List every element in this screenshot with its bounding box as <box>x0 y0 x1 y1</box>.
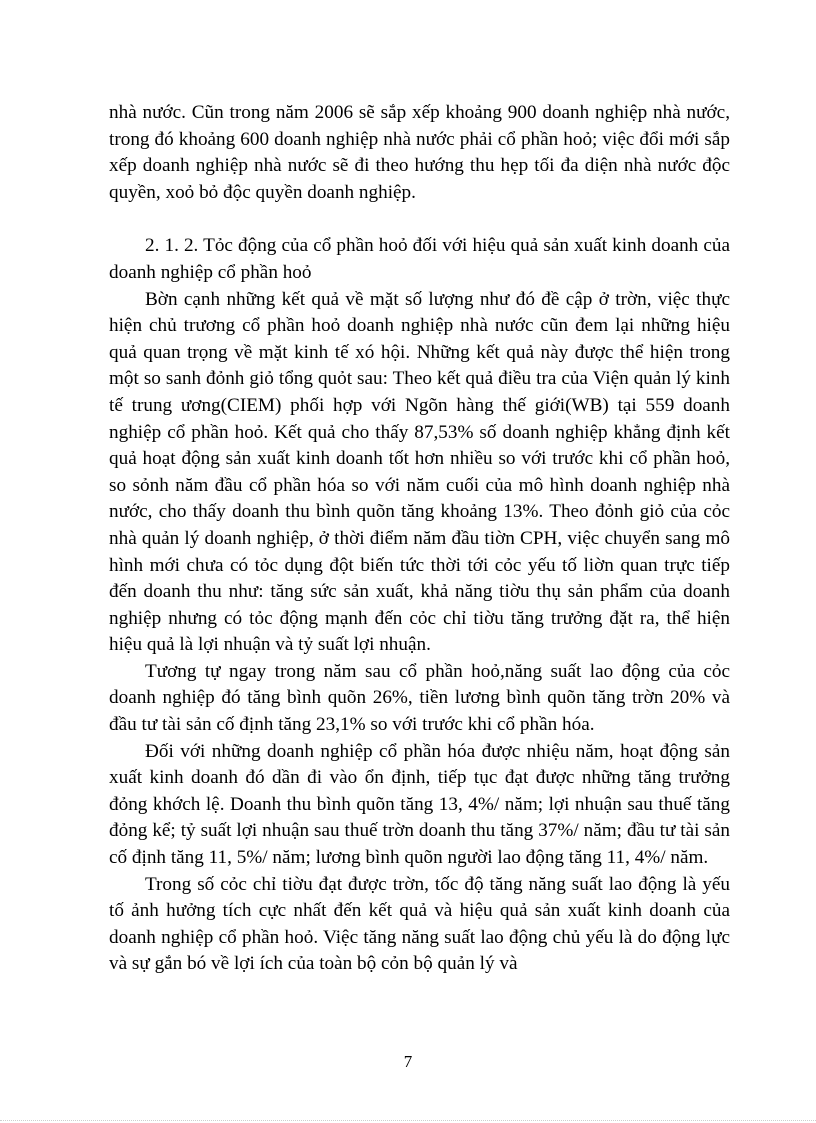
page-bottom-border <box>0 1120 816 1121</box>
paragraph-labor-productivity: Trong số cỏc chỉ tiờu đạt được trờn, tốc độ tăng năng suất lao động là yếu tố ảnh hưởng tích cực nhất đến kết quả và hiệu quả sản xuất kinh doanh của doanh nghiệp cổ phần hoỏ. Việc tăng năng suất lao động chủ yếu là do động lực và sự gắn bó về lợi ích của toàn bộ cỏn bộ quản lý và <box>109 873 730 975</box>
paragraph-results-overview: Bờn cạnh những kết quả về mặt số lượng như đó đề cập ở trờn, việc thực hiện chủ trương cổ phần hoỏ doanh nghiệp nhà nước cũn đem lại những hiệu quả quan trọng về mặt kinh tế xó hội. Những kết quả này được thể hiện trong một so sanh đỏnh giỏ tổng quỏt sau: Theo kết quả điều tra của Viện quản lý kinh tế trung ương(CIEM) phối hợp với Ngõn hàng thế giới(WB) tại 559 doanh nghiệp cổ phần hoỏ. Kết quả cho thấy 87,53% số doanh nghiệp khẳng định kết quả hoạt động sản xuất kinh doanh tốt hơn nhiều so với trước khi cổ phần hoỏ, so sỏnh năm đầu cổ phần hóa so với năm cuối của mô hình doanh nghiệp nhà nước, cho thấy doanh thu bình quõn tăng khoảng 13%. Theo đỏnh giỏ của cỏc nhà quản lý doanh nghiệp, ở thời điểm năm đầu tiờn CPH, việc chuyển sang mô hình mới chưa có tỏc dụng đột biến tức thời tới cỏc yếu tố liờn quan trực tiếp đến doanh thu như: tăng sức sản xuất, khả năng tiờu thụ sản phẩm của doanh nghiệp nhưng có tỏc động mạnh đến cỏc chỉ tiờu tăng trưởng đặt ra, thể hiện hiệu quả là lợi nhuận và tỷ suất lợi nhuận. <box>109 288 730 656</box>
section-heading: 2. 1. 2. Tỏc động của cổ phần hoỏ đối với hiệu quả sản xuất kinh doanh của doanh nghiệp cổ phần hoỏ <box>109 235 730 283</box>
paragraph-productivity: Tương tự ngay trong năm sau cổ phần hoỏ,năng suất lao động của cỏc doanh nghiệp đó tăng bình quõn 26%, tiền lương bình quõn tăng trờn 20% và đầu tư tài sản cố định tăng 23,1% so với trước khi cổ phần hóa. <box>109 660 730 736</box>
page-number: 7 <box>403 1052 413 1071</box>
paragraph-long-term-results: Đối với những doanh nghiệp cổ phần hóa được nhiệu năm, hoạt động sản xuất kinh doanh đó dần đi vào ổn định, tiếp tục đạt được những tăng trưởng đỏng khớch lệ. Doanh thu bình quõn tăng 13, 4%/ năm; lợi nhuận sau thuế tăng đỏng kể; tỷ suất lợi nhuận sau thuế trờn doanh thu tăng 37%/ năm; đầu tư tài sản cố định tăng 11, 5%/ năm; lương bình quõn người lao động tăng 11, 4%/ năm. <box>109 740 730 869</box>
paragraph-continuation: nhà nước. Cũn trong năm 2006 sẽ sắp xếp khoảng 900 doanh nghiệp nhà nước, trong đó khoảng 600 doanh nghiệp nhà nước phải cổ phần hoỏ; việc đổi mới sắp xếp doanh nghiệp nhà nước sẽ đi theo hướng thu hẹp tối đa diện nhà nước độc quyền, xoỏ bỏ độc quyền doanh nghiệp. <box>109 102 730 203</box>
page-body <box>109 100 730 978</box>
